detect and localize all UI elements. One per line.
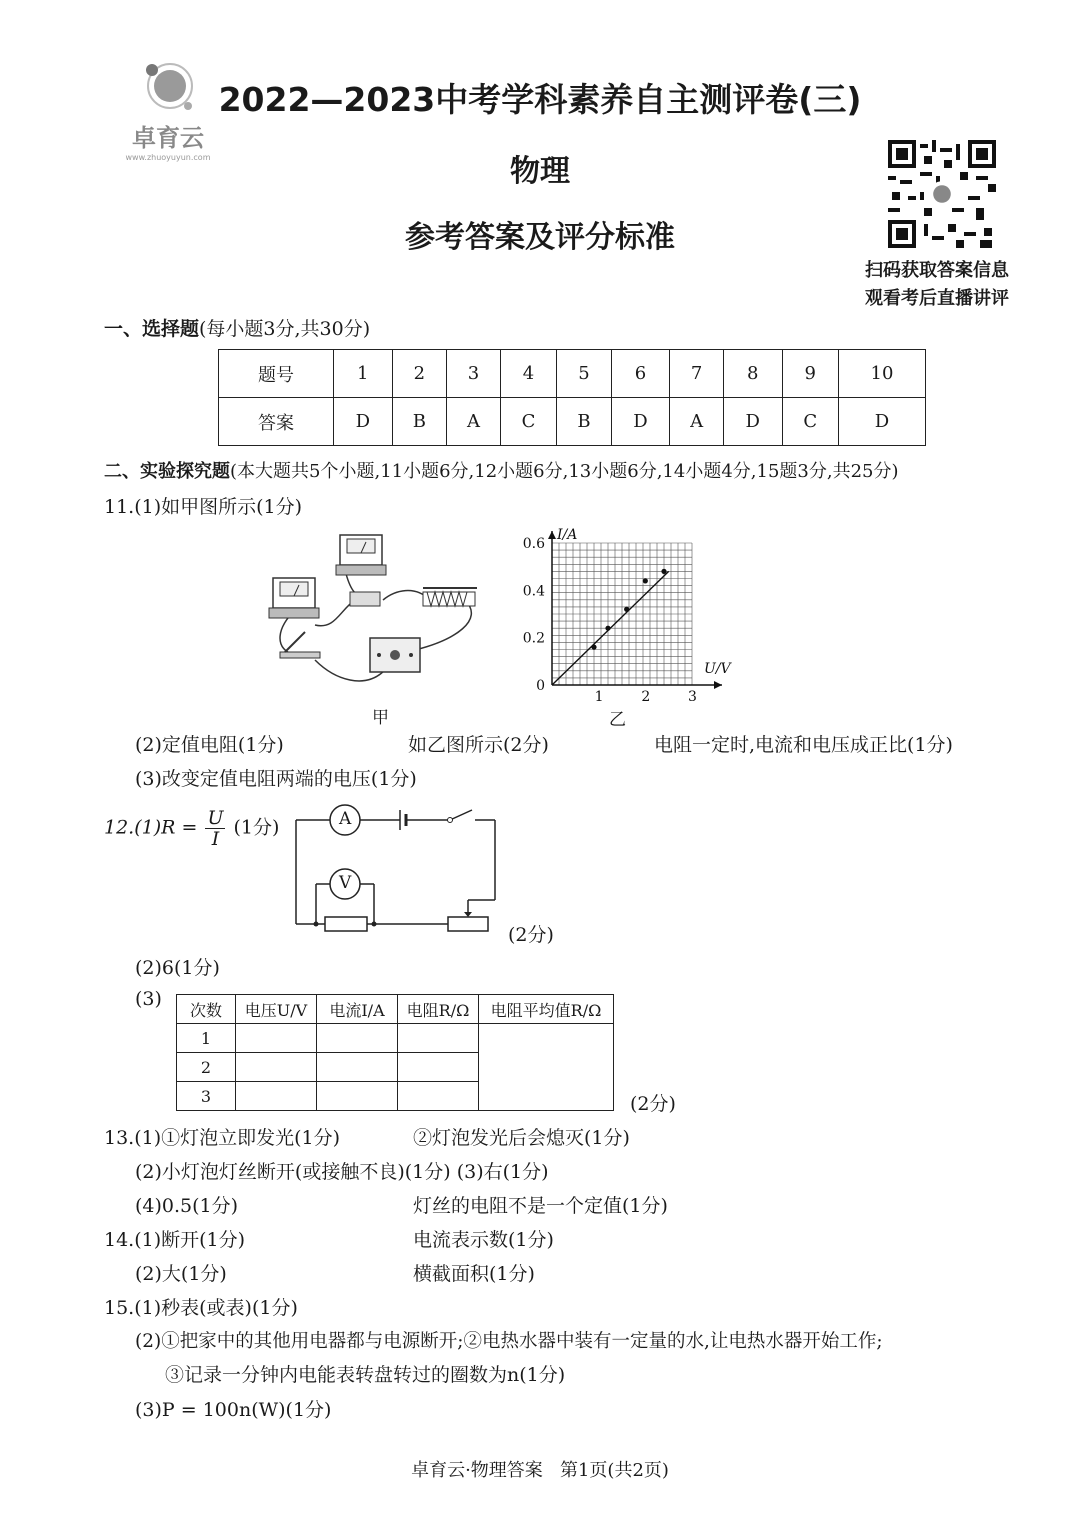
- brand-name: 卓育云: [132, 124, 204, 152]
- fraction-denominator: I: [211, 828, 220, 850]
- subject-title: 物理: [510, 154, 570, 189]
- fig-jia-label: 甲: [372, 708, 389, 728]
- x-axis-arrow-icon: [714, 681, 722, 689]
- q15-line1: 15.(1)秒表(或表)(1分): [104, 1297, 298, 1319]
- table-cell: 4: [500, 350, 556, 398]
- table-cell: B: [557, 398, 612, 446]
- y-tick-label: 0.4: [522, 583, 545, 600]
- table-cell: C: [500, 398, 556, 446]
- y-tick-label: 0: [536, 678, 545, 694]
- power-supply-icon: [370, 638, 420, 672]
- table-cell: [398, 1053, 479, 1082]
- x-axis-label: U/V: [704, 661, 731, 677]
- q14-line2b: 横截面积(1分): [413, 1263, 535, 1285]
- page-footer: 卓育云·物理答案 第1页(共2页): [411, 1460, 669, 1481]
- table-cell: 1: [177, 1024, 236, 1053]
- q13-line1b: ②灯泡发光后会熄灭(1分): [413, 1127, 630, 1149]
- table-cell: 2: [177, 1053, 236, 1082]
- subtitle: 参考答案及评分标准: [405, 220, 675, 255]
- table-cell: [317, 1024, 398, 1053]
- table-header: 次数: [177, 995, 236, 1024]
- data-point: [661, 569, 666, 574]
- q15-line4: (3)P = 100n(W)(1分): [135, 1399, 332, 1421]
- q12-part1: [104, 808, 279, 849]
- table-cell: 1: [334, 350, 393, 398]
- voltmeter-top-icon: [336, 535, 386, 575]
- qr-code-icon: [888, 140, 996, 248]
- table-cell: [236, 1082, 317, 1111]
- q11-part2b: 如乙图所示(2分): [408, 734, 549, 756]
- table-cell: 2: [392, 350, 447, 398]
- table-cell: [317, 1082, 398, 1111]
- qr-code: [888, 140, 996, 248]
- voltmeter-label: V: [339, 873, 352, 893]
- circuit-illustration: [255, 530, 495, 700]
- table-header: 电阻R/Ω: [398, 995, 479, 1024]
- x-tick-label: 1: [594, 689, 604, 705]
- table-cell: A: [670, 398, 724, 446]
- q12-part3-label: (3): [135, 988, 162, 1010]
- table-row: [219, 398, 926, 446]
- y-axis-label: I/A: [557, 527, 578, 543]
- qr-caption-2: 观看考后直播讲评: [865, 288, 1009, 309]
- q12-table-score: (2分): [630, 1093, 676, 1115]
- q12-part2: (2)6(1分): [135, 957, 220, 979]
- record-table: [176, 994, 614, 1111]
- table-cell: D: [838, 398, 925, 446]
- section1-note: (每小题3分,共30分): [199, 318, 371, 340]
- fig-yi-label: 乙: [609, 710, 626, 730]
- q11-part3: (3)改变定值电阻两端的电压(1分): [135, 768, 417, 790]
- q12-circuit-score: (2分): [508, 924, 554, 946]
- table-cell: 6: [611, 350, 670, 398]
- q12-part1-score: (1分): [233, 816, 280, 839]
- table-cell: D: [723, 398, 782, 446]
- x-tick-label: 3: [688, 689, 697, 705]
- data-point: [643, 578, 648, 583]
- rheostat-icon: [423, 588, 477, 606]
- y-tick-label: 0.6: [522, 536, 545, 552]
- q12-fraction: [205, 808, 225, 849]
- brand-url: www.zhuoyuyun.com: [125, 153, 211, 162]
- table-cell: D: [334, 398, 393, 446]
- q13-line2: (2)小灯泡灯丝断开(或接触不良)(1分) (3)右(1分): [135, 1161, 549, 1183]
- section1-title: 一、选择题: [104, 318, 200, 340]
- section1-heading: [104, 314, 370, 341]
- section2-heading: [104, 457, 899, 483]
- table-cell: [236, 1024, 317, 1053]
- circuit-diagram: [290, 800, 505, 940]
- q12-formula-prefix: 12.(1)R =: [104, 816, 198, 839]
- ammeter-left-icon: [269, 578, 319, 618]
- table-cell: A: [447, 398, 501, 446]
- table-cell: 9: [782, 350, 838, 398]
- row-label: 答案: [219, 398, 334, 446]
- data-point: [591, 645, 596, 650]
- table-cell: 10: [838, 350, 925, 398]
- table-cell: D: [611, 398, 670, 446]
- table-cell: [398, 1082, 479, 1111]
- table-row: [177, 1024, 614, 1053]
- section2-title: 二、实验探究题: [104, 461, 230, 482]
- answer-table: [218, 349, 926, 446]
- table-cell: 3: [177, 1082, 236, 1111]
- page-title: 2022—2023中考学科素养自主测评卷(三): [218, 80, 862, 119]
- data-point: [624, 607, 629, 612]
- table-header: 电压U/V: [236, 995, 317, 1024]
- q11-part2c: 电阻一定时,电流和电压成正比(1分): [654, 734, 953, 756]
- table-cell: [236, 1053, 317, 1082]
- table-cell: [317, 1053, 398, 1082]
- q13-line3b: 灯丝的电阻不是一个定值(1分): [413, 1195, 668, 1217]
- ammeter-label: A: [339, 809, 352, 829]
- iv-graph: [515, 515, 740, 710]
- q14-line1b: 电流表示数(1分): [413, 1229, 554, 1251]
- data-point: [605, 626, 610, 631]
- qr-caption-1: 扫码获取答案信息: [865, 260, 1009, 281]
- switch-icon: [280, 632, 320, 658]
- table-header: 电阻平均值R/Ω: [479, 995, 614, 1024]
- q15-line2: (2)①把家中的其他用电器都与电源断开;②电热水器中装有一定量的水,让电热水器开始工作;: [135, 1331, 883, 1352]
- fraction-numerator: U: [207, 807, 224, 829]
- section2-note: (本大题共5个小题,11小题6分,12小题6分,13小题6分,14小题4分,15题3分,共25分): [230, 461, 899, 482]
- table-cell: 3: [447, 350, 501, 398]
- table-cell: B: [392, 398, 447, 446]
- table-row: [177, 995, 614, 1024]
- y-tick-label: 0.2: [522, 630, 545, 647]
- q14-line1a: 14.(1)断开(1分): [104, 1229, 246, 1251]
- table-cell: C: [782, 398, 838, 446]
- table-row: [219, 350, 926, 398]
- y-axis-arrow-icon: [548, 531, 556, 539]
- table-cell: [398, 1024, 479, 1053]
- x-tick-label: 2: [641, 689, 651, 705]
- table-cell: 8: [723, 350, 782, 398]
- table-cell: 5: [557, 350, 612, 398]
- table-cell: 7: [670, 350, 724, 398]
- q13-line3a: (4)0.5(1分): [135, 1195, 239, 1217]
- q11-part2a: (2)定值电阻(1分): [135, 734, 284, 756]
- q15-line3: ③记录一分钟内电能表转盘转过的圈数为n(1分): [165, 1364, 566, 1386]
- q13-line1a: 13.(1)①灯泡立即发光(1分): [104, 1127, 341, 1149]
- q14-line2a: (2)大(1分): [135, 1263, 227, 1285]
- resistor-icon: [350, 592, 380, 606]
- table-header: 电流I/A: [317, 995, 398, 1024]
- row-label: 题号: [219, 350, 334, 398]
- q11-part1: 11.(1)如甲图所示(1分): [104, 496, 303, 518]
- table-cell: [479, 1024, 614, 1111]
